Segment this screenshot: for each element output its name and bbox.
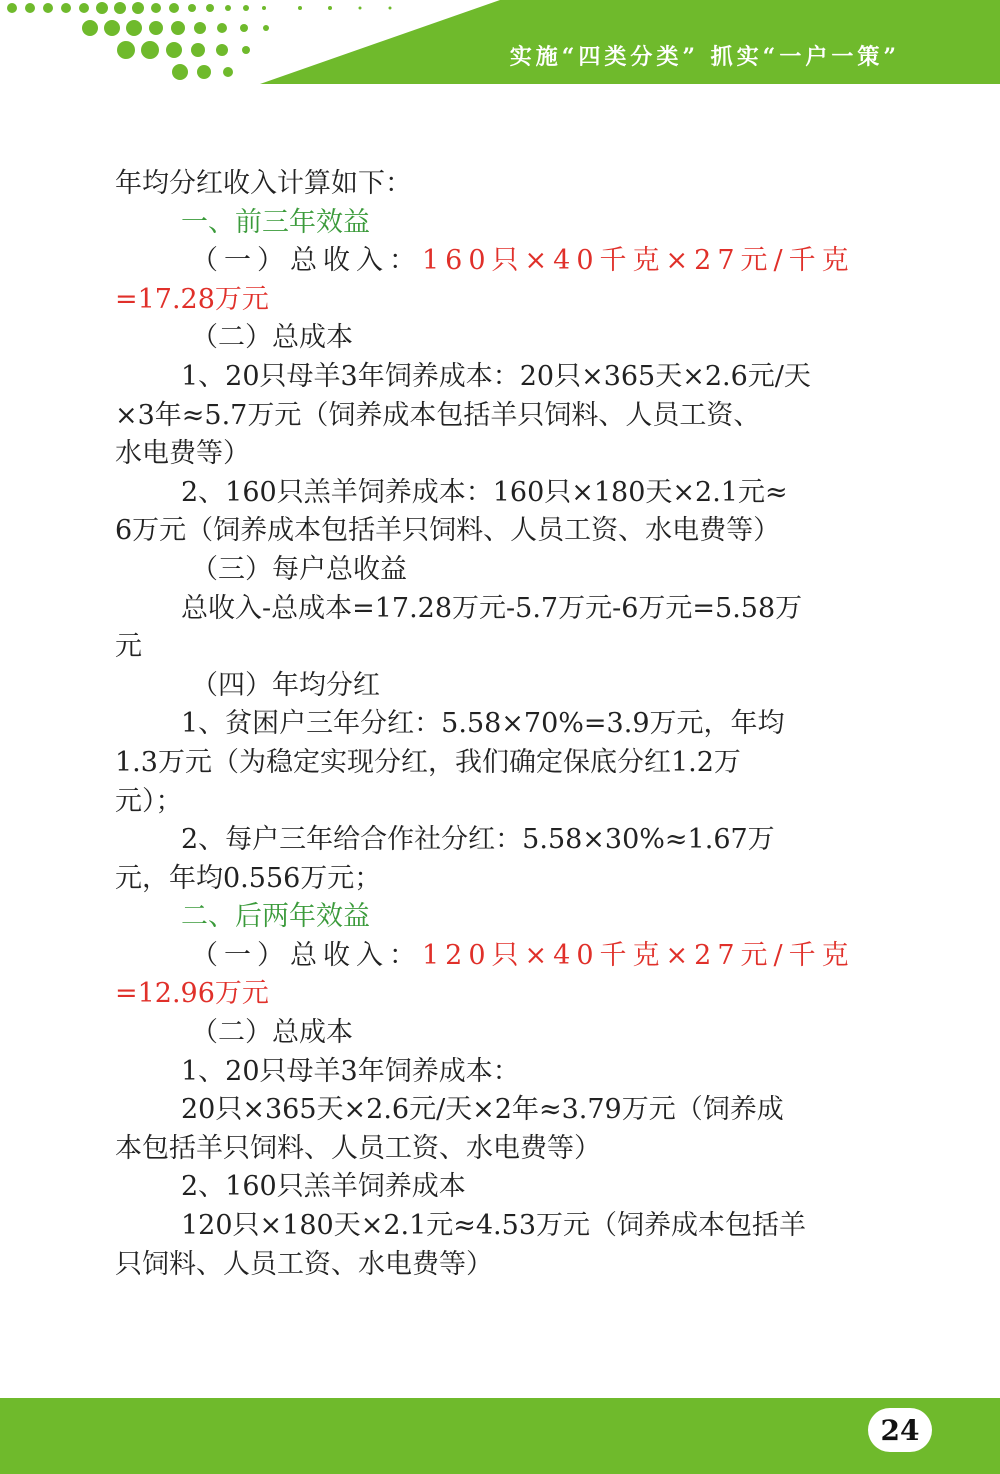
- page-body: [115, 165, 890, 1284]
- income-result: =17.28万元: [115, 283, 269, 315]
- paragraph-line: 2、160只羔羊饲养成本：160只×180天×2.1元≈: [181, 476, 788, 508]
- header-title: 实施“四类分类” 抓实“一户一策”: [509, 44, 900, 70]
- paragraph-line: 元: [115, 631, 142, 663]
- income-formula: 160只×40千克×27元/千克: [422, 245, 855, 277]
- subsection-heading: （四）年均分红: [191, 669, 380, 701]
- income-formula: 120只×40千克×27元/千克: [422, 939, 855, 971]
- paragraph-line: 1、贫困户三年分红：5.58×70%=3.9万元，年均: [181, 708, 785, 740]
- income-label: （一）总收入：: [191, 939, 422, 971]
- income-label: （一）总收入：: [191, 245, 422, 277]
- paragraph-line: 2、每户三年给合作社分红：5.58×30%≈1.67万: [181, 824, 775, 856]
- paragraph-line: ×3年≈5.7万元（饲养成本包括羊只饲料、人员工资、: [115, 399, 761, 431]
- paragraph-line: 20只×365天×2.6元/天×2年≈3.79万元（饲养成: [181, 1094, 784, 1126]
- subsection-heading: （三）每户总收益: [191, 553, 407, 585]
- section-heading: 一、前三年效益: [181, 206, 370, 238]
- paragraph-line: 元）；: [115, 785, 183, 817]
- paragraph-line: 水电费等）: [115, 438, 250, 470]
- paragraph-line: 2、160只羔羊饲养成本: [181, 1171, 466, 1203]
- page-number: 24: [868, 1408, 932, 1452]
- paragraph-line: 1、20只母羊3年饲养成本：: [181, 1055, 520, 1087]
- paragraph-line: 只饲料、人员工资、水电费等）: [115, 1248, 493, 1280]
- intro-text: 年均分红收入计算如下：: [115, 168, 412, 199]
- subsection-heading: （二）总成本: [191, 1017, 353, 1049]
- income-line: [115, 937, 890, 976]
- paragraph-line: 6万元（饲养成本包括羊只饲料、人员工资、水电费等）: [115, 515, 781, 547]
- paragraph-line: 总收入-总成本=17.28万元-5.7万元-6万元=5.58万: [181, 592, 803, 624]
- subsection-heading: （二）总成本: [191, 322, 353, 354]
- section-heading: 二、后两年效益: [181, 901, 370, 933]
- paragraph-line: 元，年均0.556万元；: [115, 862, 382, 894]
- paragraph-line: 本包括羊只饲料、人员工资、水电费等）: [115, 1132, 601, 1164]
- paragraph-line: 1、20只母羊3年饲养成本：20只×365天×2.6元/天: [181, 360, 811, 392]
- income-line: [115, 242, 890, 281]
- income-result: =12.96万元: [115, 978, 269, 1010]
- paragraph-line: 1.3万元（为稳定实现分红，我们确定保底分红1.2万: [115, 746, 741, 778]
- paragraph-line: 120只×180天×2.1元≈4.53万元（饲养成本包括羊: [181, 1210, 806, 1242]
- footer-band: [0, 1398, 1000, 1474]
